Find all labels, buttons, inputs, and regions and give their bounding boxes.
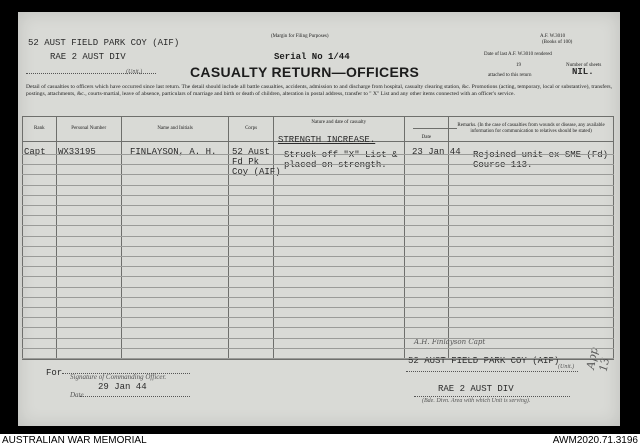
signature-caption: Signature of Commanding Officer. [70,373,167,381]
form-code: A.F. W.3010 [540,34,566,39]
credit-bar [0,434,640,448]
footer-unit-line-1: 52 AUST FIELD PARK COY (AIF) [408,356,560,366]
instructions: Detail of casualties to officers which have occurred since last return. The detail should include all battle casualties, accidents, admission to and discharge from hospital, casualty clearing station, &c. Promotions (acting, temporary, local or substantive), transfers, postings, attachments, &c., courts-martial, leave of absence, particulars of marriage and birth or death of children, alteration in postal address, transfer to " X" List and any other items connected with an officer's service. [26,84,612,97]
date-header-divider [413,128,457,129]
date-label: Date [70,391,84,399]
ruled-line [22,154,614,155]
col-personal-number: Personal Number [56,117,121,142]
entry-remarks-1: Rejoined unit ex SME (Fd) [473,150,609,160]
officer-signature: A.H. Finlayson Capt [414,338,486,346]
entry-personal-number: WX33195 [58,147,96,157]
ruled-line [22,307,614,308]
ruled-line [22,358,614,359]
ruled-line [22,256,614,257]
ruled-line [22,205,614,206]
ruled-line [22,185,614,186]
credit-right: AWM2020.71.3196 [552,435,638,446]
area-caption: (Bde. Divn. Area with which Unit is serving). [422,398,531,404]
entry-name: FINLAYSON, A. H. [130,147,217,157]
ruled-line [22,348,614,349]
col-remarks: Remarks. (In the case of casualties from wounds or disease, any available information for communication to relatives should be stated) [449,117,614,142]
ruled-line [22,327,614,328]
entry-corps-3: Coy (AIF) [232,167,281,177]
casualty-return-document [18,12,620,426]
attached-label: attached to this return [488,73,532,78]
ruled-line [22,225,614,226]
form-title: CASUALTY RETURN—OFFICERS [190,64,420,80]
entry-remarks-2: Course 113. [473,160,533,170]
entry-date: 23 Jan 44 [412,147,461,157]
date-dotted-line [80,396,190,397]
entry-corps-1: 52 Aust [232,147,270,157]
unit-caption: (Unit.) [126,69,143,75]
col-name: Name and Initials [121,117,228,142]
ruled-line [22,276,614,277]
year-prefix: 19 [516,63,521,68]
col-corps: Corps [229,117,273,142]
unit-line-2: RAE 2 AUST DIV [50,52,126,62]
ruled-line [22,195,614,196]
sheets-label: Number of sheets [566,63,602,68]
entry-nature-1: Struck off "X" List & [284,150,398,160]
sheets-value: NIL. [572,67,594,77]
ruled-line [22,338,614,339]
for-label: For [46,368,63,378]
col-date: Date [404,117,448,142]
footer-unit-line-2: RAE 2 AUST DIV [438,384,514,394]
col-nature-label: Nature and date of casualty [311,120,367,125]
ruled-line [22,246,614,247]
credit-left: AUSTRALIAN WAR MEMORIAL [2,435,147,446]
ruled-line [22,236,614,237]
ruled-line [22,297,614,298]
ruled-line [22,215,614,216]
entry-corps-2: Fd Pk [232,157,260,167]
ruled-line [22,174,614,175]
ruled-line [22,317,614,318]
date-last-label: Date of last A.F. W.3010 rendered [484,52,552,57]
ruled-line [22,164,614,165]
area-dotted-line [414,396,570,397]
footer-unit-dotted-line [406,371,578,372]
margin-mark: App 13 [584,346,613,373]
serial-number: Serial No 1/44 [274,52,350,62]
signature-date: 29 Jan 44 [98,382,147,392]
entry-rank: Capt [24,147,46,157]
ruled-line [22,266,614,267]
unit-line-1: 52 AUST FIELD PARK COY (AIF) [28,38,180,48]
ruled-line [22,287,614,288]
margin-note: (Margin for Filing Purposes) [271,34,329,39]
footer-unit-caption: (Unit.) [558,364,575,370]
entry-nature-2: placed on strength. [284,160,387,170]
books-note: (Books of 100) [542,40,573,45]
col-rank: Rank [23,117,57,142]
entry-heading: STRENGTH INCREASE. [278,135,376,145]
